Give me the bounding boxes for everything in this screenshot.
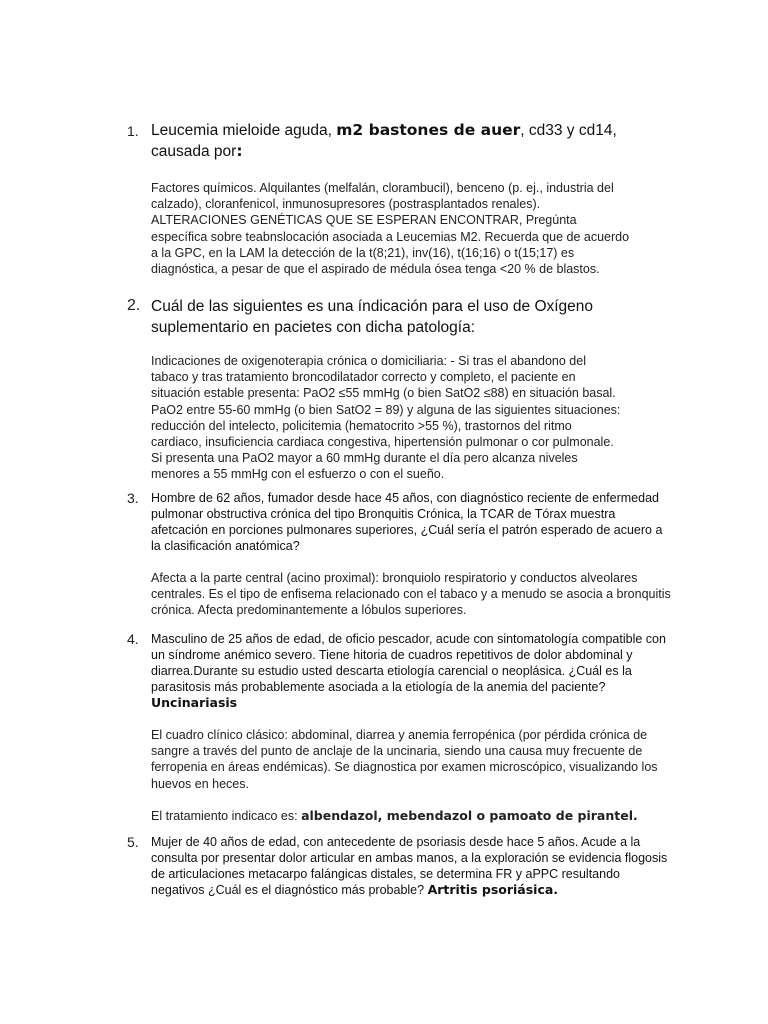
question-number: 5. (127, 834, 139, 850)
highlight-answer: albendazol, mebendazol o pamoato de pirantel. (301, 807, 638, 823)
answer-explanation: Afecta a la parte central (acino proximal): bronquiolo respiratorio y conductos alveolares centrales. Es el tipo de enfisema relacionado con el tabaco y a menudo se asocia a bronquitis crónica. Afecta predominantemente a lóbulos superiores. (151, 571, 671, 618)
question-number: 4. (127, 631, 139, 647)
highlight-answer: Artritis psoriásica. (427, 882, 559, 897)
question-body (151, 296, 621, 483)
highlight-answer: m2 bastones de auer (336, 121, 521, 139)
question-stem: Mujer de 40 años de edad, con antecedente de psoriasis desde hace 5 años. Acude a la consulta por presentar dolor articular en ambas manos, a la exploración se evidencia flogosis de articulaciones metacarpo falángicas distales, se determina FR y aPPC resultando negativos ¿Cuál es el diagnóstico más probable? Artritis psoriásica. (151, 835, 668, 897)
question-number: 3. (127, 490, 139, 506)
question-stem: Masculino de 25 años de edad, de oficio pescador, acude con sintomatología compatible con un síndrome anémico severo. Tiene hitoria de cuadros repetitivos de dolor abdominal y diarrea.Durante su estudio usted descarta etiología carencial o neoplásica. ¿Cuál es la parasitosis más probablemente asociada a la etiología de la anemia del paciente? Uncinariasis (151, 632, 666, 710)
question-stem: Cuál de las siguientes es una índicación para el uso de Oxígeno suplementario en pacietes con dicha patología: (151, 298, 594, 336)
question-stem: Hombre de 62 años, fumador desde hace 45 años, con diagnóstico reciente de enfermedad pulmonar obstructiva crónica del tipo Bronquitis Crónica, la TCAR de Tórax muestra afetcación en porciones pulmonares superiores, ¿Cuál sería el patrón esperado de acuero a la clasificación anatómica? (151, 491, 663, 553)
question-number: 2. (127, 297, 141, 314)
treatment-line: El tratamiento indicaco es: albendazol, mebendazol o pamoato de pirantel. (151, 807, 638, 823)
answer-explanation: Factores químicos. Alquilantes (melfalán, clorambucil), benceno (p. ej., industria del calzado), cloranfenicol, inmunosupresores (postrasplantados renales). ALTERACIONES GENÉTICAS QUE SE ESPERAN ENCONTRAR, Pregúnta específica sobre teabnslocación asociada a Leucemias M2. Recuerda que de acuerdo a la GPC, en la LAM la detección de la t(8;21), inv(16), t(16;16) o t(15;17) es diagnóstica, a pesar de que el aspirado de médula ósea tenga <20 % de blastos. (151, 181, 630, 277)
question-body (151, 490, 671, 619)
question-stem: Leucemia mieloide aguda, m2 bastones de auer, cd33 y cd14, causada por: (151, 121, 617, 160)
answer-explanation: El cuadro clínico clásico: abdominal, diarrea y anemia ferropénica (por pérdida crónica de sangre a través del punto de anclaje de la uncinaria, siendo una causa muy frecuente de ferropenia en áreas endémicas). Se diagnostica por examen microscópico, visualizando los huevos en heces. (151, 728, 658, 791)
answer-explanation: Indicaciones de oxigenoterapia crónica o domiciliaria: - Si tras el abandono del tabaco y tras tratamiento broncodilatador correcto y completo, el paciente en situación estable presenta: PaO2 ≤55 mmHg (o bien SatO2 ≤88) en situación basal. PaO2 entre 55-60 mmHg (o bien SatO2 = 89) y alguna de las siguientes situaciones: reducción del intelecto, policitemia (hematocrito >55 %), trastornos del ritmo cardiaco, insuficiencia cardiaca congestiva, hipertensión pulmonar o cor pulmonale. Si presenta una PaO2 mayor a 60 mmHg durante el día pero alcanza niveles menores a 55 mmHg con el esfuerzo o con el sueño. (151, 354, 621, 482)
question-body (151, 631, 671, 824)
question-body (151, 120, 631, 277)
question-body (151, 834, 671, 898)
highlight-answer: Uncinariasis (151, 695, 238, 710)
question-number: 1. (127, 123, 139, 139)
